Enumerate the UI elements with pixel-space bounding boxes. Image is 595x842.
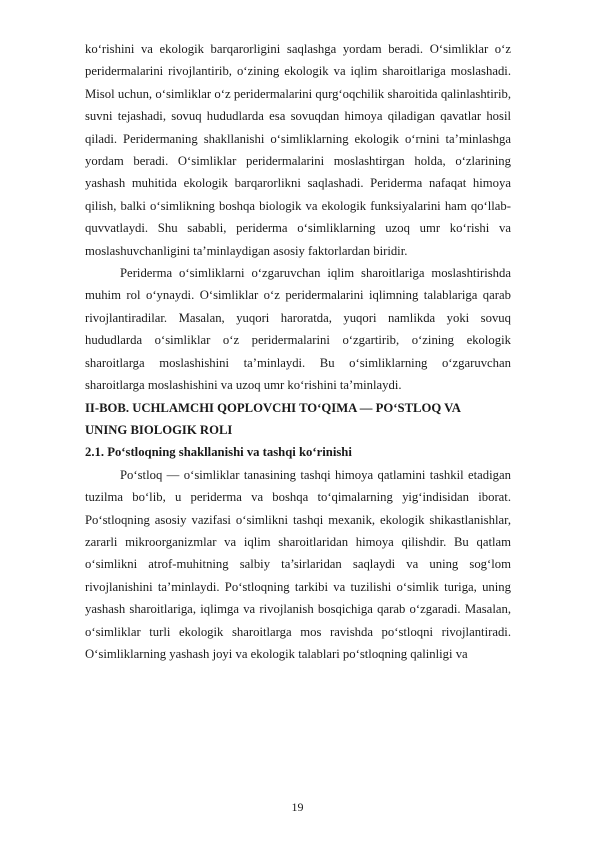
section-heading: 2.1. Po‘stloqning shakllanishi va tashqi ko‘rinishi	[85, 445, 352, 460]
page-number: 19	[291, 800, 304, 814]
chapter-heading-line-2: UNING BIOLOGIK ROLI	[85, 422, 233, 437]
chapter-heading-line-1: II-BOB. UCHLAMCHI QOPLOVCHI TO‘QIMA — PO‘STLOQ VA	[85, 400, 461, 415]
paragraph-periderma-ecology: ko‘rishini va ekologik barqarorligini saqlashga yordam beradi. O‘simliklar o‘z peridermalarini rivojlantirib, o‘zining ekologik va iqlim sharoitlariga moslashadi. Misol uchun, o‘simliklar o‘z peridermalarini qurg‘oqchilik sharoitida qalinlashtirib, suvni tejashadi, sovuq hududlarda esa sovuqdan himoya qiladigan qavatlar hosil qiladi. Peridermaning shakllanishi o‘simliklarning ekologik o‘rnini ta’minlashga yordam beradi. O‘simliklar peridermalarini moslashtirgan holda, o‘zlarining yashash muhitida ekologik barqarorlikni saqlashadi. Periderma nafaqat himoya qilish, balki o‘simlikning boshqa biologik va ekologik funksiyalarini ham qo‘llab-quvvatlaydi. Shu sababli, periderma o‘simliklarning uzoq umr ko‘rishi va moslashuvchanligini ta’minlaydigan asosiy faktorlardan biridir.	[85, 42, 511, 258]
document-body	[85, 38, 511, 665]
paragraph-postloq: Po‘stloq — o‘simliklar tanasining tashqi himoya qatlamini tashkil etadigan tuzilma bo‘lib, u periderma va boshqa to‘qimalarning yig‘indisidan iborat. Po‘stloqning asosiy vazifasi o‘simlikni tashqi mexanik, ekologik shikastlanishlar, zararli mikroorganizmlar va iqlim sharoitlaridan himoya qilishdir. Bu qatlam o‘simlikni atrof-muhitning salbiy ta’sirlaridan saqlaydi va uning sog‘lom rivojlanishini ta’minlaydi. Po‘stloqning tarkibi va tuzilishi o‘simlik turiga, uning yashash sharoitlariga, iqlimga va rivojlanish bosqichiga qarab o‘zgaradi. Masalan, o‘simliklar turli ekologik sharoitlarga mos ravishda po‘stloqni rivojlantiradi. O‘simliklarning yashash joyi va ekologik talablari po‘stloqning qalinligi va	[85, 467, 511, 661]
paragraph-periderma-climate: Periderma o‘simliklarni o‘zgaruvchan iqlim sharoitlariga moslashtirishda muhim rol o‘ynaydi. O‘simliklar o‘z peridermalarini iqlimning talablariga qarab rivojlantiradilar. Masalan, yuqori haroratda, yuqori namlikda yoki sovuq hududlarda o‘simliklar o‘z peridermalarini o‘zgartirib, o‘zining ekologik sharoitlarga moslashishini ta’minlaydi. Bu o‘simliklarning o‘zgaruvchan sharoitlarga moslashishini va uzoq umr ko‘rishini ta’minlaydi.	[85, 266, 511, 393]
